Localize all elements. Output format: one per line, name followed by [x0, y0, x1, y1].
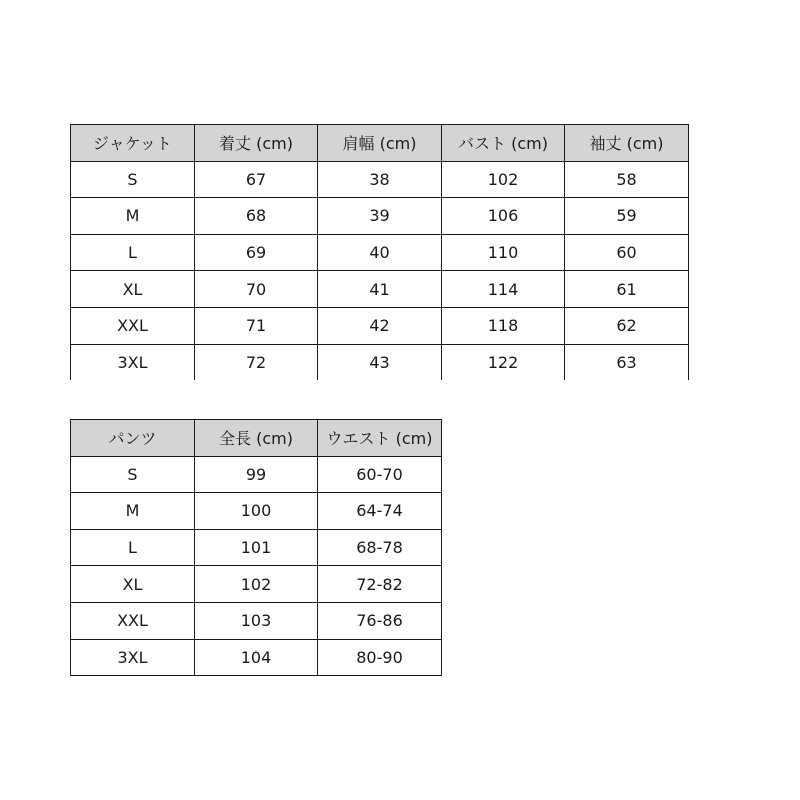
table-cell: 58 — [565, 161, 689, 198]
table-row — [71, 493, 442, 530]
table-cell: 60 — [565, 234, 689, 271]
size-label-cell: XL — [71, 271, 195, 308]
size-label-cell: M — [71, 493, 195, 530]
table-cell: 106 — [442, 198, 565, 235]
table-cell: 68-78 — [318, 529, 442, 566]
table-cell: 63 — [565, 344, 689, 380]
size-label-cell: S — [71, 456, 195, 493]
table-cell: 42 — [318, 307, 442, 344]
size-label-cell: 3XL — [71, 344, 195, 380]
table-row — [71, 456, 442, 493]
table-cell: 80-90 — [318, 639, 442, 676]
header-cell: 袖丈 (cm) — [565, 125, 689, 162]
table-cell: 69 — [195, 234, 318, 271]
table-row — [71, 198, 689, 235]
table-cell: 70 — [195, 271, 318, 308]
table-cell: 122 — [442, 344, 565, 380]
table-cell: 102 — [195, 566, 318, 603]
header-cell: 着丈 (cm) — [195, 125, 318, 162]
table-cell: 99 — [195, 456, 318, 493]
table-cell: 41 — [318, 271, 442, 308]
table-cell: 60-70 — [318, 456, 442, 493]
size-label-cell: XXL — [71, 307, 195, 344]
table-cell: 61 — [565, 271, 689, 308]
table-cell: 43 — [318, 344, 442, 380]
size-label-cell: 3XL — [71, 639, 195, 676]
header-cell: 肩幅 (cm) — [318, 125, 442, 162]
table-cell: 62 — [565, 307, 689, 344]
table-cell: 76-86 — [318, 602, 442, 639]
table-row — [71, 602, 442, 639]
pants-size-table — [70, 419, 442, 676]
size-label-cell: XL — [71, 566, 195, 603]
table-cell: 104 — [195, 639, 318, 676]
table-row — [71, 161, 689, 198]
table-cell: 59 — [565, 198, 689, 235]
table-cell: 40 — [318, 234, 442, 271]
table-cell: 110 — [442, 234, 565, 271]
header-cell: パンツ — [71, 420, 195, 457]
size-label-cell: M — [71, 198, 195, 235]
size-label-cell: L — [71, 529, 195, 566]
header-cell: 全長 (cm) — [195, 420, 318, 457]
table-row — [71, 639, 442, 676]
table-row — [71, 234, 689, 271]
table-cell: 67 — [195, 161, 318, 198]
table-row — [71, 529, 442, 566]
table-row — [71, 344, 689, 380]
size-label-cell: XXL — [71, 602, 195, 639]
size-label-cell: L — [71, 234, 195, 271]
table-row — [71, 271, 689, 308]
table-header-row — [71, 125, 689, 162]
table-cell: 39 — [318, 198, 442, 235]
table-cell: 103 — [195, 602, 318, 639]
table-cell: 68 — [195, 198, 318, 235]
table-cell: 71 — [195, 307, 318, 344]
jacket-size-table — [70, 124, 689, 380]
table-cell: 72 — [195, 344, 318, 380]
header-cell: ジャケット — [71, 125, 195, 162]
table-row — [71, 307, 689, 344]
table-cell: 100 — [195, 493, 318, 530]
table-cell: 101 — [195, 529, 318, 566]
table-cell: 114 — [442, 271, 565, 308]
table-cell: 72-82 — [318, 566, 442, 603]
table-cell: 102 — [442, 161, 565, 198]
table-row — [71, 566, 442, 603]
table-cell: 64-74 — [318, 493, 442, 530]
table-header-row — [71, 420, 442, 457]
header-cell: ウエスト (cm) — [318, 420, 442, 457]
table-cell: 38 — [318, 161, 442, 198]
table-cell: 118 — [442, 307, 565, 344]
header-cell: バスト (cm) — [442, 125, 565, 162]
size-label-cell: S — [71, 161, 195, 198]
